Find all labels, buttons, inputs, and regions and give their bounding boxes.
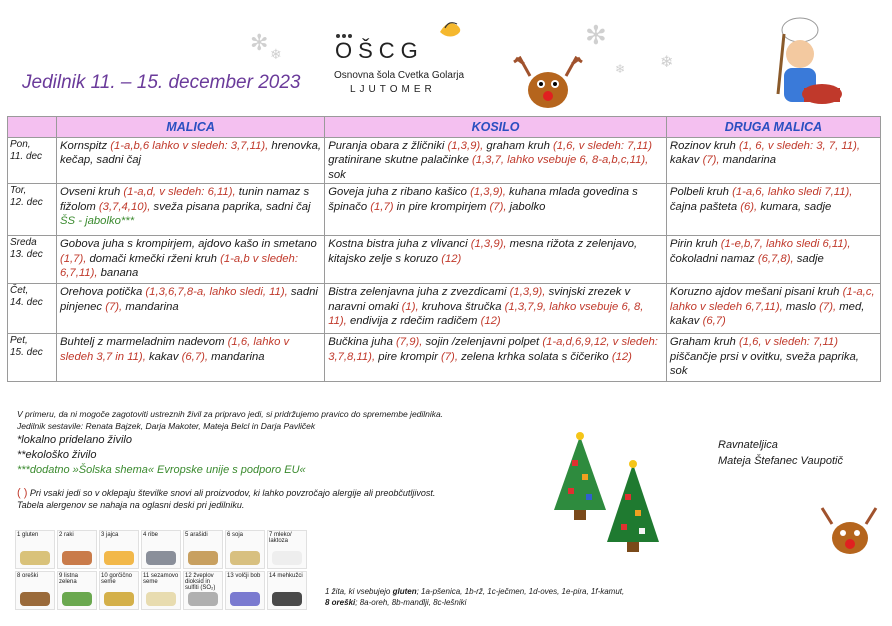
- menu-text: (1,6, v sledeh: 7,11): [553, 140, 653, 152]
- menu-text: (1,3,7,9, lahko vsebuje 6, 8, 11),: [328, 300, 644, 328]
- day-cell: [8, 184, 57, 236]
- menu-text: (1,3,9),: [470, 186, 506, 199]
- kosilo-cell: [325, 236, 667, 284]
- allergen-cell: [141, 571, 181, 610]
- menu-text: ŠS - jabolko***: [60, 215, 135, 228]
- principal-signature: [718, 437, 843, 469]
- allergen-label: 4 ribe: [143, 532, 159, 538]
- allergen-image: [272, 592, 302, 606]
- menu-text: (1,7): [370, 200, 394, 213]
- menu-text: med, kakav: [669, 300, 865, 328]
- menu-text: sadni pinjenec: [60, 286, 318, 313]
- menu-text: mandarina: [122, 300, 179, 313]
- table-row: [8, 236, 881, 284]
- menu-text: (7,9),: [396, 336, 423, 349]
- menu-text: maslo: [782, 300, 820, 313]
- menu-text: (6),: [740, 200, 758, 213]
- menu-text: (1, 6, v sledeh: 3, 7, 11),: [738, 140, 860, 152]
- allergen-image: [230, 551, 260, 565]
- allergen-image: [188, 551, 218, 565]
- menu-text: Gobova juha s krompirjem, ajdovo kašo in smetano: [60, 238, 317, 251]
- malica-header: MALICA: [57, 117, 325, 138]
- menu-text: graham kruh: [483, 140, 553, 152]
- menu-text: Graham kruh: [669, 336, 739, 349]
- allergen-label: 14 mehkužci: [269, 573, 303, 579]
- menu-text: kuhana mlada govedina s špinačo: [328, 186, 638, 213]
- menu-text: kakav: [145, 350, 182, 363]
- allergen-footnote: [325, 586, 624, 608]
- menu-text: banana: [97, 267, 139, 280]
- table-row: [8, 184, 881, 236]
- allergen-cell: [57, 571, 97, 610]
- menu-text: zelena krhka solata s čičeriko: [457, 350, 612, 363]
- menu-text: Koruzno ajdov mešani pisani kruh: [669, 286, 843, 299]
- menu-text: hrenovka, kečap, sadni čaj: [60, 140, 322, 167]
- snowflake-icon: ❄: [615, 62, 626, 76]
- allergen-cell: [183, 571, 223, 610]
- legend-shema: ***dodatno »Šolska shema« Evropske unije s podporo EU«: [17, 464, 306, 476]
- allergen-label: 6 soja: [227, 532, 244, 538]
- malica-cell: [57, 184, 325, 236]
- legend: [17, 433, 306, 478]
- malica-cell: [57, 284, 325, 334]
- menu-text: Puranja obara z žličniki: [328, 140, 448, 152]
- menu-text: jabolko: [506, 200, 546, 213]
- table-row: [8, 334, 881, 382]
- allergen-label: 1 gluten: [17, 532, 39, 538]
- allergen-note: [17, 487, 517, 511]
- snowflake-icon: ✻: [585, 20, 607, 50]
- menu-text: (1,3,9),: [509, 286, 546, 299]
- menu-text: kumara, sadje: [757, 200, 832, 213]
- footnote-2-lead: 8 oreški: [325, 598, 356, 607]
- day-date: 15. dec: [10, 347, 43, 359]
- menu-text: (7),: [105, 300, 123, 313]
- principal-name: Mateja Štefanec Vaupotič: [718, 455, 843, 467]
- allergen-image: [104, 592, 134, 606]
- kosilo-cell: [325, 284, 667, 334]
- note-change: V primeru, da ni mogoče zagotoviti ustreznih živil za pripravo jedi, si pridržujemo pravico do spremembe jedilnika.: [17, 409, 444, 419]
- druga-cell: [666, 236, 880, 284]
- allergen-cell: [15, 571, 55, 610]
- allergen-image: [20, 551, 50, 565]
- allergen-label: 12 žveplov dioksid in sulfiti (SO₂): [185, 573, 216, 591]
- day-name: Čet,: [10, 285, 29, 297]
- allergen-cell: [225, 530, 265, 569]
- snowflake-icon: ✻: [250, 30, 269, 55]
- menu-text: (1,3,6,7,8-a, lahko sledi, 11),: [145, 286, 288, 299]
- menu-text: gratinirane skutne palačinke: [328, 154, 472, 167]
- page-title: Jedilnik 11. – 15. december 2023: [22, 72, 301, 93]
- allergen-label: 7 mleko/ laktoza: [269, 532, 292, 544]
- allergen-label: 13 volčji bob: [227, 573, 261, 579]
- allergen-cell: [99, 571, 139, 610]
- allergen-label: 11 sezamovo seme: [143, 573, 179, 585]
- menu-text: (7),: [702, 154, 720, 167]
- allergen-label: 3 jajca: [101, 532, 119, 538]
- menu-text: (1-a,b,6 lahko v sledeh: 3,7,11),: [110, 140, 269, 152]
- allergen-cell: [15, 530, 55, 569]
- menu-text: (1,3,9),: [470, 238, 507, 251]
- day-date: 13. dec: [10, 249, 43, 261]
- menu-text: (12): [480, 315, 501, 328]
- legend-local: *lokalno pridelano živilo: [17, 434, 132, 446]
- allergen-image: [188, 592, 218, 606]
- day-cell: [8, 284, 57, 334]
- day-date: 11. dec: [10, 151, 43, 162]
- druga-cell: [666, 334, 880, 382]
- menu-text: Polbeli kruh: [669, 186, 733, 199]
- school-name: OŠCG: [335, 38, 424, 63]
- menu-text: endivija z rdečim radičem: [346, 315, 481, 328]
- menu-text: Rozinov kruh: [669, 140, 739, 152]
- snowflake-icon: ❄: [270, 46, 282, 62]
- menu-text: Kostna bistra juha z vlivanci: [328, 238, 471, 251]
- menu-text: (1-a,c, lahko v sledeh 6,7,11),: [669, 286, 875, 313]
- druga-cell: [666, 284, 880, 334]
- allergen-cell: [267, 571, 307, 610]
- table-row: [8, 138, 881, 184]
- menu-text: (1,3,9),: [447, 140, 484, 152]
- druga-cell: [666, 138, 880, 184]
- menu-text: kruhova štručka: [418, 300, 505, 313]
- allergen-board: Tabela alergenov se nahaja na oglasni deski pri jedilniku.: [17, 500, 245, 510]
- menu-text: mesna rižota z zelenjavo, kitajsko zelje s koruzo: [328, 238, 638, 265]
- christmas-tree-icon: [603, 458, 663, 554]
- allergen-image: [62, 551, 92, 565]
- day-name: Pet,: [10, 335, 28, 347]
- menu-text: Ovseni kruh: [60, 186, 124, 199]
- day-name: Tor,: [10, 185, 27, 197]
- kosilo-cell: [325, 334, 667, 382]
- reindeer-icon: [508, 46, 588, 112]
- day-date: 12. dec: [10, 197, 43, 209]
- paren-marker: ( ): [17, 487, 28, 499]
- day-cell: [8, 138, 57, 184]
- allergen-label: 8 oreški: [17, 573, 39, 579]
- menu-text: Bistra zelenjavna juha z zvezdicami: [328, 286, 510, 299]
- kosilo-header: KOSILO: [325, 117, 667, 138]
- allergen-image: [230, 592, 260, 606]
- menu-text: sojin /zelenjavni polpet: [422, 336, 543, 349]
- menu-text: (1,6, v sledeh: 7,11): [738, 336, 838, 349]
- menu-notes: [17, 408, 557, 432]
- day-name: Sreda: [10, 237, 37, 249]
- allergen-cell: [183, 530, 223, 569]
- legend-eco: **ekološko živilo: [17, 449, 97, 461]
- footnote-1-lead: 1 žita, ki vsebujejo: [325, 587, 393, 596]
- druga-malica-header: DRUGA MALICA: [666, 117, 880, 138]
- allergen-image: [62, 592, 92, 606]
- allergen-note-text: Pri vsaki jedi so v oklepaju številke snovi ali proizvodov, ki lahko povzročajo alergije ali preobčutljivost.: [27, 488, 436, 498]
- allergen-cell: [225, 571, 265, 610]
- allergen-image: [104, 551, 134, 565]
- menu-text: sok: [328, 168, 346, 181]
- allergen-cell: [57, 530, 97, 569]
- menu-text: čokoladni namaz: [669, 252, 758, 265]
- kosilo-cell: [325, 184, 667, 236]
- menu-text: (1,6, lahko v sledeh 3,7 in 11),: [60, 336, 290, 363]
- footnote-1-word: gluten: [392, 587, 417, 596]
- note-authors: Jedilnik sestavile: Renata Bajzek, Darja Makoter, Mateja Belcl in Darja Pavliček: [17, 421, 316, 431]
- chef-icon: [770, 14, 850, 110]
- menu-text: (1-a,6, lahko sledi 7,11),: [732, 186, 853, 199]
- table-row: [8, 284, 881, 334]
- menu-text: (1-a,d, v sledeh: 6,11),: [123, 186, 236, 199]
- menu-text: tunin namaz s fižolom: [60, 186, 310, 213]
- menu-text: mandarina: [719, 154, 777, 167]
- menu-text: (3,7,4,10),: [98, 200, 151, 213]
- menu-text: kakav: [669, 154, 703, 167]
- menu-text: (1-a,d,6,9,12, v sledeh: 3,7,8,11),: [328, 336, 658, 363]
- allergen-table: [15, 530, 307, 610]
- allergen-label: 5 arašidi: [185, 532, 208, 538]
- day-header: [8, 117, 57, 138]
- druga-cell: [666, 184, 880, 236]
- menu-text: (7),: [441, 350, 458, 363]
- menu-text: (6,7),: [181, 350, 209, 363]
- allergen-cell: [99, 530, 139, 569]
- allergen-label: 2 raki: [59, 532, 74, 538]
- menu-text: Kornspitz: [60, 140, 111, 152]
- menu-text: pire krompir: [375, 350, 442, 363]
- menu-text: mandarina: [208, 350, 265, 363]
- menu-text: (12): [441, 252, 462, 265]
- menu-text: svinjski zrezek v naravni omaki: [328, 286, 631, 313]
- kosilo-cell: [325, 138, 667, 184]
- menu-table: [7, 116, 881, 382]
- menu-text: sadje: [793, 252, 824, 265]
- allergen-cell: [267, 530, 307, 569]
- menu-text: (12): [611, 350, 632, 363]
- menu-text: (1,7),: [60, 252, 87, 265]
- allergen-cell: [141, 530, 181, 569]
- principal-role: Ravnateljica: [718, 439, 778, 451]
- footnote-1-rest: ; 1a-pšenica, 1b-rž, 1c-ječmen, 1d-oves, 1e-pira, 1f-kamut,: [416, 587, 625, 596]
- menu-text: (6,7): [702, 315, 726, 328]
- reindeer-icon: [812, 498, 888, 564]
- menu-text: (7),: [489, 200, 507, 213]
- day-name: Pon,: [10, 139, 31, 150]
- day-cell: [8, 334, 57, 382]
- menu-text: (6,7,8),: [757, 252, 794, 265]
- allergen-image: [146, 551, 176, 565]
- menu-text: (7),: [819, 300, 837, 313]
- menu-text: Bučkina juha: [328, 336, 397, 349]
- menu-text: (1-e,b,7, lahko sledi 6,11),: [720, 238, 851, 251]
- menu-text: sveža pisana paprika, sadni čaj: [150, 200, 311, 213]
- allergen-image: [272, 551, 302, 565]
- allergen-label: 10 gorčično seme: [101, 573, 133, 585]
- allergen-image: [20, 592, 50, 606]
- footnote-2-rest: ; 8a-oreh, 8b-mandlji, 8c-lešniki: [355, 598, 467, 607]
- allergen-label: 9 listna zelena: [59, 573, 79, 585]
- menu-text: (1),: [401, 300, 419, 313]
- malica-cell: [57, 334, 325, 382]
- menu-text: (1,3,7, lahko vsebuje 6, 8-a,b,c,11),: [472, 154, 649, 167]
- menu-text: Pirin kruh: [669, 238, 721, 251]
- allergen-image: [146, 592, 176, 606]
- malica-cell: [57, 138, 325, 184]
- menu-text: in pire krompirjem: [393, 200, 490, 213]
- menu-text: Goveja juha z ribano kašico: [328, 186, 471, 199]
- menu-text: čajna pašteta: [669, 200, 741, 213]
- menu-text: Orehova potička: [60, 286, 146, 299]
- menu-text: piščančje prsi v ovitku, sveža paprika, sok: [669, 350, 859, 378]
- menu-text: Buhtelj z marmeladnim nadevom: [60, 336, 228, 349]
- school-full-name: Osnovna šola Cvetka Golarja: [334, 70, 465, 81]
- snowflake-icon: ❄: [660, 54, 674, 71]
- malica-cell: [57, 236, 325, 284]
- menu-text: domači kmečki rženi kruh: [86, 252, 221, 265]
- menu-text: (1-a,b v sledeh: 6,7,11),: [60, 252, 298, 280]
- day-date: 14. dec: [10, 297, 43, 309]
- day-cell: [8, 236, 57, 284]
- school-place: LJUTOMER: [350, 84, 436, 95]
